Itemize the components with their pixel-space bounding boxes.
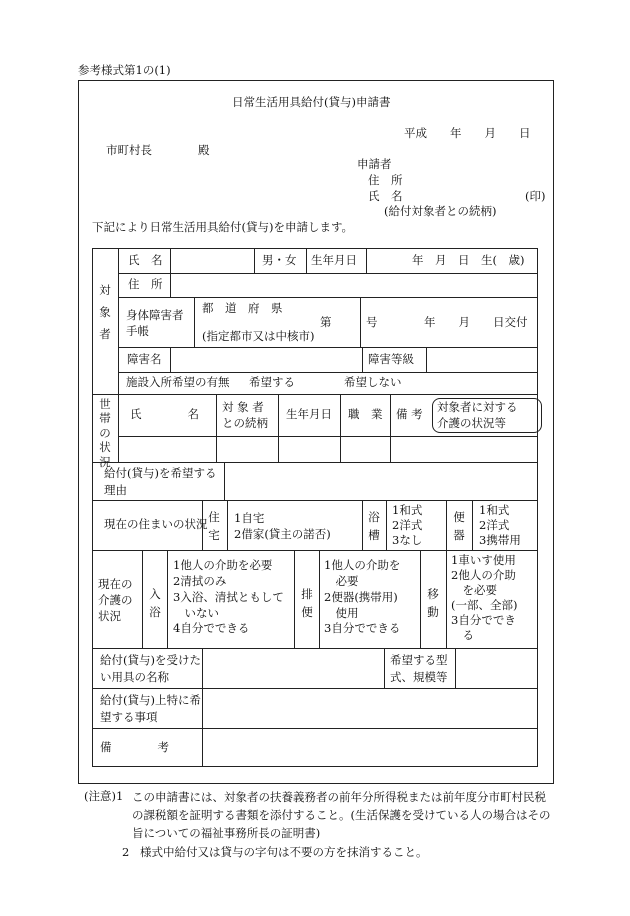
applicant-label: 申請者 [357,157,392,171]
household-section-label: 世 帯 の 状 況 [99,397,111,469]
notes-lead: (注意)1 [84,789,124,803]
toilet-label: 便 器 [453,510,465,543]
col-job: 職 業 [348,407,383,421]
house-option-rent[interactable]: 2借家(貸主の諾否) [234,527,331,542]
care-excretion-label: 排 便 [301,587,313,620]
gender-select[interactable]: 男・女 [262,253,297,267]
toilet-options[interactable] [479,503,535,548]
relation-note: (給付対象者との続柄) [384,204,497,218]
disability-name-label: 障害名 [127,352,162,366]
care-bath-options[interactable]: 1他人の介助を必要 2清拭のみ 3入浴、清拭ともして いない 4自分でできる [173,558,284,636]
seal-mark: (印) [525,189,546,203]
form-title: 日常生活用具給付(貸与)申請書 [232,95,391,109]
equipment-model-label: 希望する型式、規模等 [390,653,448,684]
house-options[interactable] [234,510,360,542]
birth-label: 生年月日 [311,253,357,267]
note-2: 様式中給付又は貸与の字句は不要の方を抹消すること。 [140,845,428,859]
toilet-option-2[interactable]: 2洋式 [479,517,510,532]
bath-tub-options[interactable] [392,503,444,548]
hope-yes-option[interactable]: 希望する [249,375,295,389]
issue-date[interactable]: 年 月 日交付 [424,315,528,329]
col-name: 氏 名 [130,407,199,421]
addressee: 市町村長 殿 [106,143,210,157]
applicant-address-label: 住 所 [368,173,403,187]
birth-value[interactable]: 年 月 日 生( 歳) [412,253,525,267]
care-bath-label: 入 浴 [149,587,161,620]
house-label: 住 宅 [208,510,220,543]
care-excretion-options[interactable]: 1他人の介助を 必要 2便器(携帯用) 使用 3自分でできる [324,558,401,636]
date-line[interactable]: 平成 年 月 日 [404,126,531,140]
facility-label: 施設入所希望の有無 [126,375,230,389]
bath-option-3[interactable]: 3なし [392,532,423,547]
col-relation: 対 象 者 との続柄 [222,400,268,430]
remarks-label: 備 考 [100,740,169,754]
bath-option-2[interactable]: 2洋式 [392,517,423,532]
equipment-special-label: 給付(貸与)上特に希望する事項 [100,693,201,724]
toilet-option-1[interactable]: 1和式 [479,503,510,517]
hope-no-option[interactable]: 希望しない [344,375,402,389]
subject-section-label: 対 象 者 [99,283,111,341]
handbook-number[interactable]: 第 号 [320,315,378,329]
bath-option-1[interactable]: 1和式 [392,503,423,517]
care-move-options[interactable]: 1車いす使用 2他人の介助 を必要 (一部、全部) 3自分ででき る [451,553,518,642]
care-move-label: 移 動 [427,587,439,620]
care-label: 現在の介護の状況 [98,577,133,624]
residence-label: 現在の住まいの状況 [104,517,208,531]
handbook-label: 身体障害者手帳 [126,308,184,338]
bath-tub-label: 浴 槽 [368,510,380,543]
col-remarks-label: 備 考 [396,407,423,421]
toilet-option-3[interactable]: 3携帯用 [479,532,521,547]
city-note: (指定都市又は中核市) [202,329,315,343]
applicant-name-label: 氏 名 [368,189,403,203]
house-option-own[interactable]: 1自宅 [234,511,265,525]
col-birth: 生年月日 [286,407,332,421]
equipment-name-label: 給付(貸与)を受けたい用具の名称 [100,653,201,684]
subject-name-label: 氏 名 [128,253,163,267]
note-2-number: 2 [122,845,130,859]
subject-address-label: 住 所 [128,277,163,291]
prefecture-line: 都 道 府 県 [202,301,283,315]
intro-text: 下記により日常生活用具給付(貸与)を申請します。 [92,220,354,234]
disability-grade-label: 障害等級 [368,352,414,366]
col-remarks: 対象者に対する 介護の状況等 [432,398,542,433]
reason-label: 給付(貸与)を希望する理由 [104,466,217,497]
form-reference: 参考様式第1の(1) [78,63,171,77]
note-1: この申請書には、対象者の扶養義務者の前年分所得税または前年度分市町村民税の課税額を証明する書類を添付すること。(生活保護を受けている人の場合はその旨についての福祉事務所長の証明書) [132,790,551,840]
